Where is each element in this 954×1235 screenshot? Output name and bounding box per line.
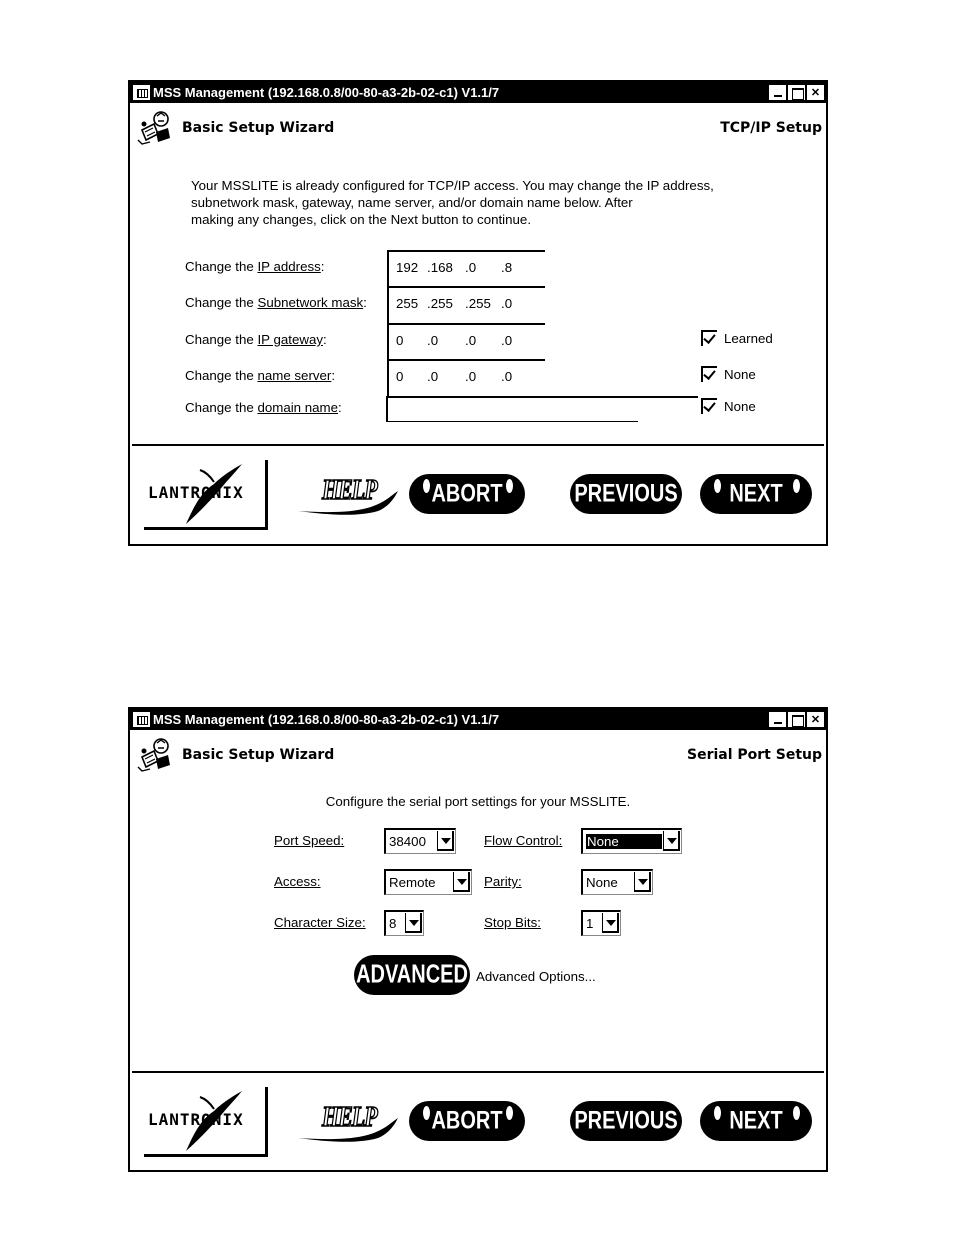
window-title: MSS Management (192.168.0.8/00-80-a3-2b-02-c1) V1.1/7	[153, 712, 500, 727]
checkmark-icon[interactable]	[701, 330, 717, 346]
checkbox-label: None	[724, 398, 756, 414]
domain-name-input[interactable]	[386, 396, 698, 422]
title-bar[interactable]	[130, 82, 826, 103]
subnet-octet-2[interactable]: .255	[427, 296, 453, 311]
nameserver-octet-1[interactable]: 0	[396, 369, 404, 384]
intro-line: subnetwork mask, gateway, name server, and/or domain name below. After	[191, 195, 633, 210]
previous-button[interactable]	[570, 1101, 682, 1141]
parity-label[interactable]: Parity:	[484, 874, 522, 889]
label-prefix: Change the	[185, 400, 258, 415]
subnet-mask-label	[185, 295, 367, 310]
intro-line: making any changes, click on the Next button to continue.	[191, 212, 532, 227]
checkbox-label: None	[724, 366, 756, 382]
close-button[interactable]: ✕	[807, 85, 824, 100]
stop-bits-label[interactable]: Stop Bits:	[484, 915, 541, 930]
help-button[interactable]	[298, 467, 398, 515]
ip-gateway-input[interactable]	[387, 323, 545, 360]
gateway-learned-checkbox[interactable]	[701, 330, 773, 346]
app-icon[interactable]	[133, 712, 150, 727]
previous-button[interactable]	[570, 474, 682, 514]
help-label: HELP	[322, 473, 377, 506]
label-suffix: :	[323, 332, 327, 347]
logo-text: LANTRONIX	[148, 483, 244, 502]
stop-bits-select[interactable]	[581, 910, 621, 936]
access-label[interactable]: Access:	[274, 874, 321, 889]
abort-label: ABORT	[431, 1106, 503, 1135]
maximize-button[interactable]	[788, 85, 805, 100]
checkbox-label: Learned	[724, 330, 773, 346]
subnet-octet-1[interactable]: 255	[396, 296, 419, 311]
app-icon[interactable]	[133, 85, 150, 100]
chevron-down-icon[interactable]	[663, 831, 680, 851]
close-button[interactable]: ✕	[807, 712, 824, 727]
advanced-button[interactable]	[354, 955, 470, 995]
character-size-label[interactable]: Character Size:	[274, 915, 366, 930]
next-label: NEXT	[729, 479, 783, 508]
title-bar[interactable]	[130, 709, 826, 730]
abort-button[interactable]	[409, 474, 525, 514]
previous-label: PREVIOUS	[574, 1106, 678, 1135]
separator	[132, 444, 824, 446]
domain-name-label	[185, 400, 342, 415]
subnet-mask-input[interactable]	[387, 286, 545, 323]
label-prefix: Change the	[185, 368, 258, 383]
ip-address-input[interactable]	[387, 250, 545, 287]
swoosh-icon	[298, 1118, 398, 1142]
character-size-value: 8	[389, 916, 397, 931]
label-prefix: Change the	[185, 332, 258, 347]
nameserver-none-checkbox[interactable]	[701, 366, 756, 382]
label-prefix: Change the	[185, 259, 258, 274]
chevron-down-icon[interactable]	[437, 831, 454, 851]
next-button[interactable]	[700, 1101, 812, 1141]
previous-label: PREVIOUS	[574, 479, 678, 508]
next-button[interactable]	[700, 474, 812, 514]
subnet-octet-3[interactable]: .255	[465, 296, 491, 311]
name-server-link[interactable]: name server	[257, 368, 332, 383]
advanced-button-label: ADVANCED	[356, 960, 468, 989]
port-speed-value: 38400	[389, 834, 426, 849]
domain-none-checkbox[interactable]	[701, 398, 756, 414]
ip-gateway-link[interactable]: IP gateway	[257, 332, 323, 347]
advanced-options-label: Advanced Options...	[476, 969, 596, 984]
access-select[interactable]	[384, 869, 472, 895]
step-title: Serial Port Setup	[686, 747, 822, 763]
name-server-input[interactable]	[387, 359, 545, 396]
checkmark-icon[interactable]	[701, 366, 717, 382]
nameserver-octet-2[interactable]: .0	[427, 369, 439, 384]
help-button[interactable]	[298, 1094, 398, 1142]
chevron-down-icon[interactable]	[602, 913, 619, 933]
abort-label: ABORT	[431, 479, 503, 508]
gateway-octet-1[interactable]: 0	[396, 333, 404, 348]
intro-text: Configure the serial port settings for your MSSLITE.	[325, 794, 631, 809]
wizard-title: Basic Setup Wizard	[182, 120, 335, 136]
lantronix-logo	[144, 1087, 268, 1157]
minimize-button[interactable]	[769, 712, 786, 727]
gateway-octet-4[interactable]: .0	[501, 333, 513, 348]
gateway-octet-2[interactable]: .0	[427, 333, 439, 348]
wizard-icon	[136, 737, 176, 773]
flow-control-value: None	[586, 834, 662, 849]
ip-octet-3[interactable]: .0	[465, 260, 477, 275]
maximize-button[interactable]	[788, 712, 805, 727]
ip-octet-4[interactable]: .8	[501, 260, 513, 275]
subnet-mask-link[interactable]: Subnetwork mask	[257, 295, 364, 310]
character-size-select[interactable]	[384, 910, 424, 936]
chevron-down-icon[interactable]	[453, 872, 470, 892]
nameserver-octet-4[interactable]: .0	[501, 369, 513, 384]
ip-gateway-label	[185, 332, 327, 347]
intro-line: Your MSSLITE is already configured for TCP/IP access. You may change the IP address,	[191, 178, 714, 193]
wizard-title: Basic Setup Wizard	[182, 747, 335, 763]
label-suffix: :	[320, 259, 325, 274]
logo-text: LANTRONIX	[148, 1110, 244, 1129]
subnet-octet-4[interactable]: .0	[501, 296, 513, 311]
abort-button[interactable]	[409, 1101, 525, 1141]
label-suffix: :	[331, 368, 336, 383]
name-server-label	[185, 368, 335, 383]
flow-control-select[interactable]	[581, 828, 682, 854]
step-title: TCP/IP Setup	[720, 120, 822, 136]
window-title: MSS Management (192.168.0.8/00-80-a3-2b-02-c1) V1.1/7	[153, 85, 500, 100]
separator	[132, 1071, 824, 1073]
intro-text	[191, 177, 791, 228]
wizard-icon	[136, 110, 176, 146]
serial-port-setup-window	[128, 707, 828, 1172]
chevron-down-icon[interactable]	[405, 913, 422, 933]
port-speed-label[interactable]: Port Speed:	[274, 833, 345, 848]
checkmark-icon[interactable]	[701, 398, 717, 414]
label-suffix: :	[363, 295, 367, 310]
ip-octet-1[interactable]: 192	[396, 260, 419, 275]
ip-address-link[interactable]: IP address	[257, 259, 321, 274]
parity-select[interactable]	[581, 869, 653, 895]
label-suffix: :	[338, 400, 342, 415]
label-prefix: Change the	[185, 295, 258, 310]
ip-address-label	[185, 259, 324, 274]
flow-control-label[interactable]: Flow Control:	[484, 833, 563, 848]
next-label: NEXT	[729, 1106, 783, 1135]
minimize-button[interactable]	[769, 85, 786, 100]
domain-name-link[interactable]: domain name	[257, 400, 339, 415]
gateway-octet-3[interactable]: .0	[465, 333, 477, 348]
swoosh-icon	[298, 491, 398, 515]
parity-value: None	[586, 875, 618, 890]
stop-bits-value: 1	[586, 916, 594, 931]
nameserver-octet-3[interactable]: .0	[465, 369, 477, 384]
port-speed-select[interactable]	[384, 828, 456, 854]
tcpip-setup-window	[128, 80, 828, 546]
help-label: HELP	[322, 1100, 377, 1133]
lantronix-logo	[144, 460, 268, 530]
access-value: Remote	[389, 875, 436, 890]
ip-octet-2[interactable]: .168	[427, 260, 453, 275]
chevron-down-icon[interactable]	[634, 872, 651, 892]
